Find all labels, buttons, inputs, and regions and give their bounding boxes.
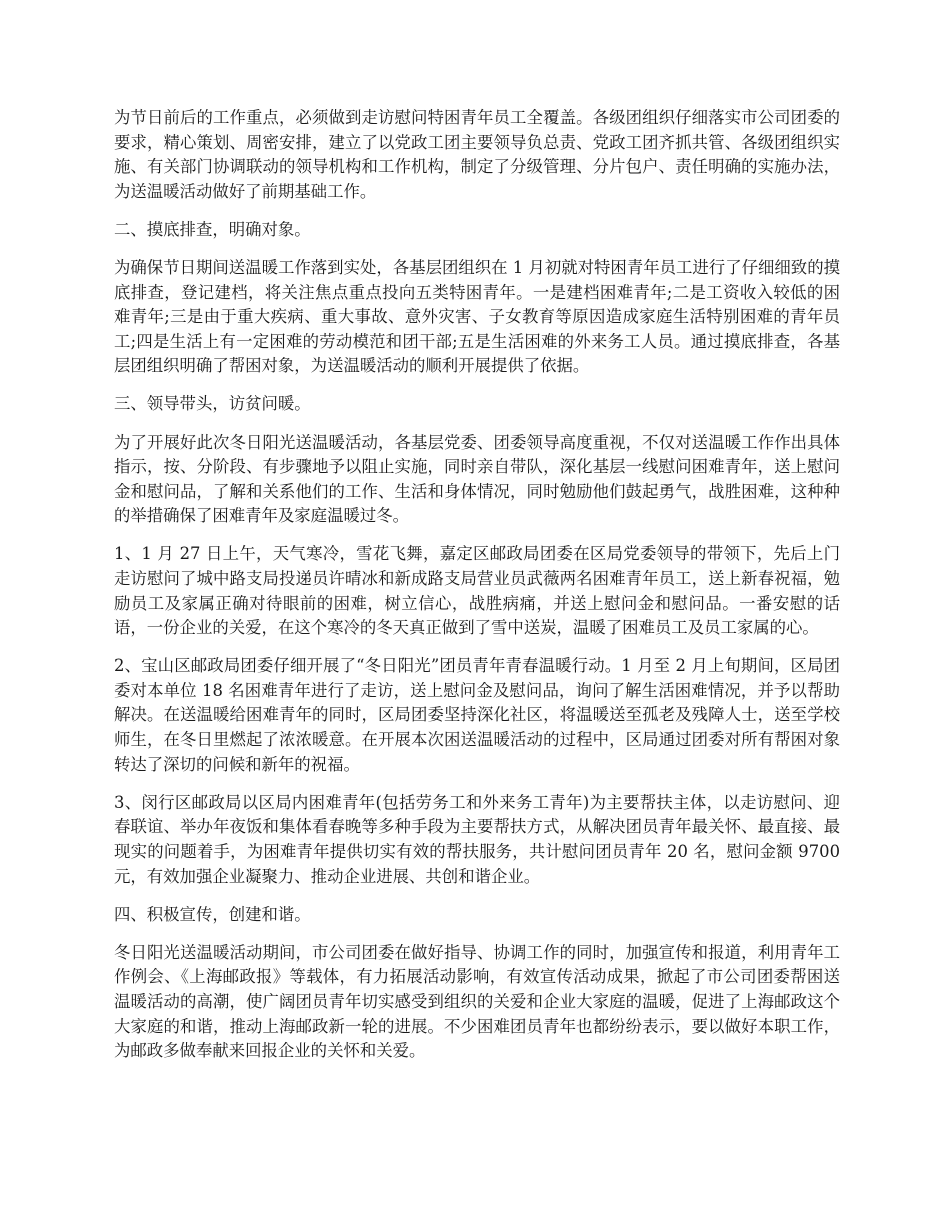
paragraph-item-1: 1、1 月 27 日上午，天气寒冷，雪花飞舞，嘉定区邮政局团委在区局党委领导的带领下，先后上门走访慰问了城中路支局投递员许晴冰和新成路支局营业员武薇两名困难青年员工，送上新春祝福，勉励员工及家属正确对待眼前的困难，树立信心，战胜病痛，并送上慰问金和慰问品。一番安慰的话语，一份企业的关爱，在这个寒冷的冬天真正做到了雪中送炭，温暖了困难员工及员工家属的心。	[114, 544, 840, 638]
paragraph-publicity: 冬日阳光送温暖活动期间，市公司团委在做好指导、协调工作的同时，加强宣传和报道，利用青年工作例会、《上海邮政报》等载体，有力拓展活动影响，有效宣传活动成果，掀起了市公司团委帮困送温暖活动的高潮，使广阔团员青年切实感受到组织的关爱和企业大家庭的温暖，促进了上海邮政这个大家庭的和谐，推动上海邮政新一轮的进展。不少困难团员青年也都纷纷表示，要以做好本职工作，为邮政多做奉献来回报企业的关怀和关爱。	[114, 942, 840, 1061]
paragraph-item-2: 2、宝山区邮政局团委仔细开展了“冬日阳光”团员青年青春温暖行动。1 月至 2 月上旬期间，区局团委对本单位 18 名困难青年进行了走访，送上慰问金及慰问品，询问了解生活困难情况，并予以帮助解决。在送温暖给困难青年的同时，区局团委坚持深化社区，将温暖送至孤老及残障人士，送至学校师生，在冬日里燃起了浓浓暖意。在开展本次困送温暖活动的过程中，区局通过团委对所有帮困对象转达了深切的问候和新年的祝福。	[114, 656, 840, 774]
section-heading-3: 三、领导带头，访贫问暖。	[114, 394, 311, 414]
paragraph-intro: 为节日前后的工作重点，必须做到走访慰问特困青年员工全覆盖。各级团组织仔细落实市公司团委的要求，精心策划、周密安排，建立了以党政工团主要领导负总责、党政工团齐抓共管、各级团组织实施、有关部门协调联动的领导机构和工作机构，制定了分级管理、分片包户、责任明确的实施办法，为送温暖活动做好了前期基础工作。	[114, 108, 840, 201]
paragraph-item-3: 3、闵行区邮政局以区局内困难青年(包括劳务工和外来务工青年)为主要帮扶主体，以走访慰问、迎春联谊、举办年夜饭和集体看春晚等多种手段为主要帮扶方式，从解决团员青年最关怀、最直接、最现实的问题着手，为困难青年提供切实有效的帮扶服务，共计慰问团员青年 20 名，慰问金额 9700 元，有效加强企业凝聚力、推动企业进展、共创和谐企业。	[114, 792, 840, 886]
paragraph-survey: 为确保节日期间送温暖工作落到实处，各基层团组织在 1 月初就对特困青年员工进行了仔细细致的摸底排查，登记建档，将关注焦点重点投向五类特困青年。一是建档困难青年;二是工资收入较低的困难青年;三是由于重大疾病、重大事故、意外灾害、子女教育等原因造成家庭生活特别困难的青年员工;四是生活上有一定困难的劳动模范和团干部;五是生活困难的外来务工人员。通过摸底排查，各基层团组织明确了帮困对象，为送温暖活动的顺利开展提供了依据。	[114, 257, 840, 376]
section-heading-2: 二、摸底排查，明确对象。	[114, 219, 311, 239]
paragraph-leadership: 为了开展好此次冬日阳光送温暖活动，各基层党委、团委领导高度重视，不仅对送温暖工作作出具体指示，按、分阶段、有步骤地予以阻止实施，同时亲自带队，深化基层一线慰问困难青年，送上慰问金和慰问品，了解和关系他们的工作、生活和身体情况，同时勉励他们鼓起勇气，战胜困难，这种种的举措确保了困难青年及家庭温暖过冬。	[114, 432, 840, 526]
section-heading-4: 四、积极宣传，创建和谐。	[114, 904, 311, 924]
